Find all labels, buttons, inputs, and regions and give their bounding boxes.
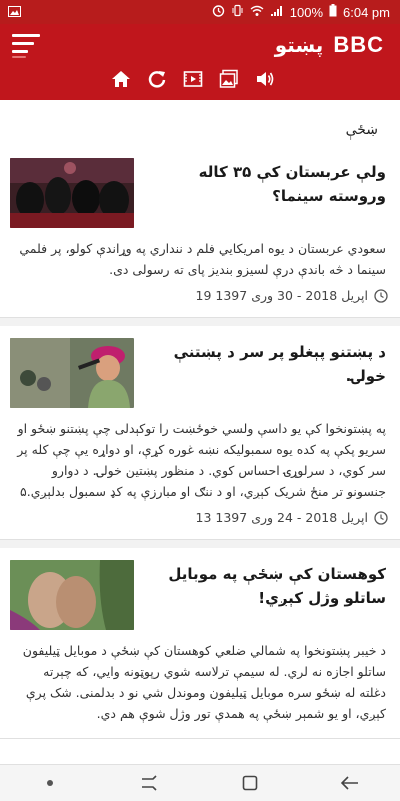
content-scroll[interactable] [0, 100, 400, 764]
dot-icon [46, 779, 54, 787]
nav-dot-button[interactable] [30, 768, 70, 798]
app-bar [0, 24, 400, 100]
article-thumbnail[interactable] [10, 158, 134, 228]
article-thumbnail[interactable] [10, 560, 134, 630]
article-headline[interactable]: د پښتنو پېغلو پر سر د پښتنې خولۍ. [173, 343, 386, 385]
home-button[interactable] [110, 68, 132, 90]
article-thumbnail[interactable] [10, 338, 134, 408]
clock-icon [374, 289, 388, 303]
brand-logo [275, 32, 384, 58]
article-card[interactable] [0, 146, 400, 318]
back-button[interactable] [330, 768, 370, 798]
refresh-button[interactable] [146, 68, 168, 90]
gallery-notification-icon [8, 5, 21, 20]
home-square-icon [242, 775, 258, 791]
article-card[interactable] [0, 326, 400, 540]
article-headline[interactable]: ولې عربستان کې ۳۵ کاله وروسته سینما؟ [198, 163, 386, 205]
wifi-icon [250, 5, 264, 20]
status-left [0, 5, 21, 20]
bbc-logo: BBC [333, 32, 384, 57]
battery-percentage: 100% [289, 4, 324, 20]
photo-button[interactable] [218, 68, 240, 90]
vibrate-icon [231, 4, 244, 20]
alarm-icon [212, 4, 225, 20]
signal-icon [270, 5, 284, 20]
menu-bar-middle [12, 42, 34, 45]
refresh-icon [147, 69, 167, 89]
recent-apps-button[interactable] [130, 768, 170, 798]
menu-hamburger-icon [12, 56, 26, 58]
article-separator [0, 540, 400, 548]
audio-icon [255, 69, 275, 89]
article-summary: د خیبر پښتونخوا په شمالي ضلعي کوهستان کې ښځې د موبایل ټیلیفون ساتلو اجازه نه لري. له سیمې ترلاسه شوي رپوټونه وایي، که چېرته دغلته له ښځو سره موبایل ټیلیفون وموندل شي نو د بدلمنی. شک پرې کېږي، او یو شمېر ښځې په همدې تور وژل شوې هم دي. [22, 643, 386, 721]
article-date-row [10, 510, 390, 525]
article-card[interactable] [0, 548, 400, 739]
praying-hands-image [10, 560, 134, 630]
video-button[interactable] [182, 68, 204, 90]
article-header [10, 560, 390, 630]
recent-apps-icon [141, 775, 159, 791]
article-header [10, 158, 390, 228]
article-date-row [10, 288, 390, 303]
menu-bar-bottom [12, 50, 28, 53]
article-headline[interactable]: کوهستان کې ښځې په موبایل ساتلو وژل کېږي! [168, 565, 386, 607]
status-bar [0, 0, 400, 24]
menu-button[interactable] [12, 30, 42, 60]
battery-icon [329, 4, 337, 20]
clock-time: 6:04 pm [343, 4, 390, 20]
photo-icon [219, 69, 239, 89]
article-separator [0, 318, 400, 326]
system-nav-bar [0, 764, 400, 801]
article-date: 13 اپریل 2018 - 24 وری 1397 [195, 510, 368, 525]
section-title: ښځې [345, 122, 378, 138]
article-summary: په پښتونخوا کې یو داسې ولسي خوځښت را توکېدلی چې پښتنو ښځو او سریو پکې په کده یوه سمبولیکه نښه غوره کړې، او دواړه یې چې کله پر سر کوي، د سرلوړۍ احساس کوي. د منظور پښتين خولۍ. د دوارو جنسونو تر منځ شریک کېږي، او د ننګ او مبارزې په کډ سمبول بدلېږي.۵ [17, 421, 386, 499]
back-arrow-icon [341, 776, 359, 790]
service-name: پښتو [274, 33, 324, 57]
toolbar [110, 68, 276, 90]
status-right [212, 4, 400, 20]
menu-bar-top [12, 34, 40, 37]
audio-button[interactable] [254, 68, 276, 90]
speaker-with-microphone-image [10, 338, 134, 408]
article-date: 19 اپریل 2018 - 30 وری 1397 [195, 288, 368, 303]
home-icon [111, 69, 131, 89]
video-icon [183, 69, 203, 89]
article-summary: سعودي عربستان د یوه امریکایي فلم د ننداري په وړاندې کولو، پر فلمي سینما د څه باندې درې لسيزو بندیز پای ته رسولی دی. [19, 241, 386, 277]
cinema-audience-image [10, 158, 134, 228]
home-nav-button[interactable] [230, 768, 270, 798]
article-header [10, 338, 390, 408]
clock-icon [374, 511, 388, 525]
